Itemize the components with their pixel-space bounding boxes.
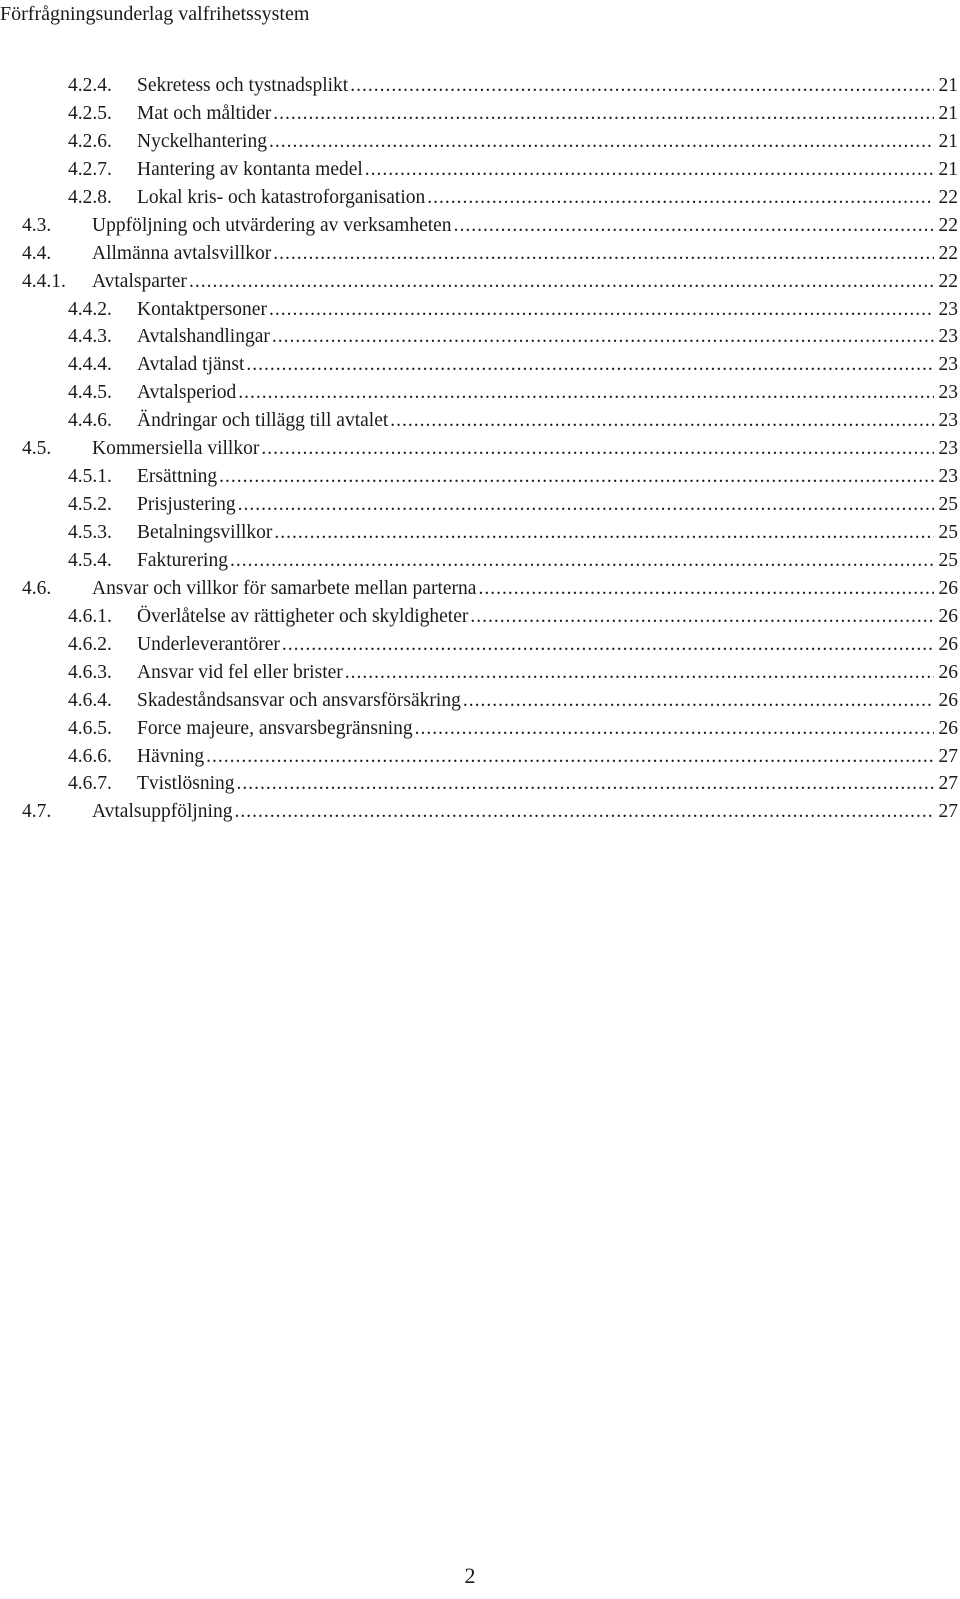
toc-dot-leader bbox=[189, 268, 934, 296]
toc-dot-leader bbox=[230, 547, 934, 575]
toc-entry-number: 4.3. bbox=[22, 214, 52, 236]
toc-entry-page: 23 bbox=[938, 382, 958, 404]
toc-entry[interactable] bbox=[22, 240, 958, 268]
toc-entry[interactable] bbox=[22, 715, 958, 743]
toc-entry-page: 23 bbox=[938, 466, 958, 488]
toc-entry[interactable] bbox=[22, 631, 958, 659]
toc-entry-number: 4.7. bbox=[22, 801, 52, 823]
toc-entry[interactable] bbox=[22, 184, 958, 212]
toc-entry-page: 23 bbox=[938, 438, 958, 460]
toc-entry[interactable] bbox=[22, 212, 958, 240]
toc-entry-number: 4.4.6. bbox=[68, 410, 112, 432]
toc-dot-leader bbox=[219, 463, 934, 491]
toc-entry[interactable] bbox=[22, 351, 958, 379]
toc-dot-leader bbox=[272, 323, 934, 351]
toc-dot-leader bbox=[274, 519, 934, 547]
toc-entry-page: 21 bbox=[938, 130, 958, 152]
toc-dot-leader bbox=[246, 351, 934, 379]
toc-dot-leader bbox=[350, 72, 934, 100]
toc-dot-leader bbox=[237, 770, 934, 798]
toc-entry[interactable] bbox=[22, 379, 958, 407]
toc-entry-title: Betalningsvillkor bbox=[137, 522, 273, 543]
toc-dot-leader bbox=[238, 379, 934, 407]
toc-entry-title: Uppföljning och utvärdering av verksamheten bbox=[92, 214, 452, 236]
toc-entry[interactable] bbox=[22, 128, 958, 156]
toc-dot-leader bbox=[390, 407, 934, 435]
toc-entry-number: 4.6.6. bbox=[68, 745, 112, 767]
toc-entry-page: 23 bbox=[938, 354, 958, 376]
toc-entry-title: Ansvar vid fel eller brister bbox=[137, 661, 343, 683]
toc-entry-number: 4.4.3. bbox=[68, 326, 112, 348]
toc-entry-title: Kontaktpersoner bbox=[137, 298, 267, 320]
toc-entry-number: 4.4.4. bbox=[68, 354, 112, 376]
toc-entry-title: Överlåtelse av rättigheter och skyldigheter bbox=[137, 605, 469, 627]
toc-entry-number: 4.6.3. bbox=[68, 661, 112, 683]
toc-entry[interactable] bbox=[22, 435, 958, 463]
toc-entry-title: Force majeure, ansvarsbegränsning bbox=[137, 717, 413, 739]
toc-entry-number: 4.5.3. bbox=[68, 522, 112, 543]
toc-entry-number: 4.2.7. bbox=[68, 158, 112, 180]
toc-entry-title: Ansvar och villkor för samarbete mellan parterna bbox=[92, 577, 477, 599]
toc-dot-leader bbox=[463, 687, 934, 715]
toc-entry-title: Lokal kris- och katastroforganisation bbox=[137, 186, 426, 208]
toc-entry-page: 27 bbox=[938, 773, 958, 795]
toc-entry[interactable] bbox=[22, 268, 958, 296]
toc-entry[interactable] bbox=[22, 296, 958, 324]
toc-entry[interactable] bbox=[22, 323, 958, 351]
toc-entry-number: 4.5.4. bbox=[68, 549, 112, 571]
toc-entry-number: 4.2.5. bbox=[68, 102, 112, 124]
toc-entry-number: 4.4.1. bbox=[22, 270, 66, 292]
page-number: 2 bbox=[464, 1563, 476, 1588]
toc-dot-leader bbox=[427, 184, 934, 212]
toc-entry[interactable] bbox=[22, 491, 958, 519]
toc-entry-title: Skadeståndsansvar och ansvarsförsäkring bbox=[137, 689, 461, 711]
toc-entry-page: 26 bbox=[938, 633, 958, 655]
toc-entry[interactable] bbox=[22, 407, 958, 435]
toc-entry-title: Nyckelhantering bbox=[137, 130, 267, 152]
toc-entry-page: 21 bbox=[938, 158, 958, 180]
running-header: Förfrågningsunderlag valfrihetssystem bbox=[0, 3, 310, 25]
toc-dot-leader bbox=[365, 156, 934, 184]
toc-entry[interactable] bbox=[22, 547, 958, 575]
toc-entry-number: 4.5. bbox=[22, 438, 52, 460]
toc-entry-title: Tvistlösning bbox=[137, 773, 235, 795]
toc-entry-number: 4.4. bbox=[22, 242, 52, 264]
toc-entry[interactable] bbox=[22, 603, 958, 631]
toc-dot-leader bbox=[273, 240, 934, 268]
toc-entry-title: Kommersiella villkor bbox=[92, 438, 260, 460]
table-of-contents bbox=[22, 72, 958, 826]
toc-entry-number: 4.5.1. bbox=[68, 466, 112, 488]
toc-entry[interactable] bbox=[22, 156, 958, 184]
toc-entry-page: 27 bbox=[938, 745, 958, 767]
toc-entry[interactable] bbox=[22, 72, 958, 100]
toc-entry-page: 27 bbox=[938, 801, 958, 823]
toc-dot-leader bbox=[454, 212, 934, 240]
toc-entry-page: 22 bbox=[938, 242, 958, 264]
toc-dot-leader bbox=[273, 100, 934, 128]
toc-entry-title: Hantering av kontanta medel bbox=[137, 158, 363, 180]
toc-entry-number: 4.4.5. bbox=[68, 382, 112, 404]
toc-entry-title: Mat och måltider bbox=[137, 102, 272, 124]
toc-entry[interactable] bbox=[22, 519, 958, 547]
toc-entry[interactable] bbox=[22, 463, 958, 491]
toc-dot-leader bbox=[282, 631, 934, 659]
toc-entry-page: 22 bbox=[938, 214, 958, 236]
toc-dot-leader bbox=[261, 435, 934, 463]
toc-entry-title: Avtalsuppföljning bbox=[92, 801, 233, 823]
toc-entry-page: 22 bbox=[938, 186, 958, 208]
toc-entry-page: 21 bbox=[938, 75, 958, 96]
toc-dot-leader bbox=[238, 491, 934, 519]
toc-entry-number: 4.6.5. bbox=[68, 717, 112, 739]
toc-entry-number: 4.6.2. bbox=[68, 633, 112, 655]
toc-entry[interactable] bbox=[22, 100, 958, 128]
toc-entry-page: 22 bbox=[938, 270, 958, 292]
toc-entry-number: 4.6. bbox=[22, 577, 52, 599]
toc-entry-number: 4.2.8. bbox=[68, 186, 112, 208]
toc-dot-leader bbox=[206, 743, 934, 771]
toc-entry-title: Hävning bbox=[137, 745, 205, 767]
toc-dot-leader bbox=[234, 798, 934, 826]
toc-dot-leader bbox=[269, 296, 934, 324]
toc-entry-number: 4.4.2. bbox=[68, 298, 112, 320]
toc-dot-leader bbox=[345, 659, 934, 687]
toc-dot-leader bbox=[478, 575, 934, 603]
toc-entry-number: 4.2.4. bbox=[68, 75, 112, 96]
toc-entry-page: 25 bbox=[938, 549, 958, 571]
toc-entry-page: 21 bbox=[938, 102, 958, 124]
toc-entry-title: Fakturering bbox=[137, 549, 228, 571]
toc-entry[interactable] bbox=[22, 770, 958, 798]
toc-entry-title: Ersättning bbox=[137, 466, 218, 488]
toc-dot-leader bbox=[269, 128, 934, 156]
toc-entry-page: 25 bbox=[938, 522, 958, 543]
toc-entry-page: 26 bbox=[938, 717, 958, 739]
toc-entry-title: Sekretess och tystnadsplikt bbox=[137, 75, 349, 96]
toc-entry[interactable] bbox=[22, 575, 958, 603]
toc-entry-page: 23 bbox=[938, 326, 958, 348]
toc-entry-number: 4.6.1. bbox=[68, 605, 112, 627]
toc-entry-title: Avtalad tjänst bbox=[137, 354, 245, 376]
toc-entry-page: 26 bbox=[938, 661, 958, 683]
toc-entry[interactable] bbox=[22, 687, 958, 715]
toc-entry-title: Allmänna avtalsvillkor bbox=[92, 242, 272, 264]
toc-entry-number: 4.5.2. bbox=[68, 494, 112, 516]
toc-entry-title: Avtalsperiod bbox=[137, 382, 237, 404]
toc-entry[interactable] bbox=[22, 798, 958, 826]
toc-entry[interactable] bbox=[22, 743, 958, 771]
toc-entry-number: 4.2.6. bbox=[68, 130, 112, 152]
toc-entry-number: 4.6.7. bbox=[68, 773, 112, 795]
toc-entry-title: Underleverantörer bbox=[137, 633, 280, 655]
toc-entry-number: 4.6.4. bbox=[68, 689, 112, 711]
toc-entry-page: 23 bbox=[938, 410, 958, 432]
toc-entry-title: Avtalshandlingar bbox=[137, 326, 270, 348]
toc-entry-page: 26 bbox=[938, 605, 958, 627]
toc-entry-page: 26 bbox=[938, 577, 958, 599]
toc-entry-page: 26 bbox=[938, 689, 958, 711]
toc-entry-page: 25 bbox=[938, 494, 958, 516]
toc-entry-title: Avtalsparter bbox=[92, 270, 187, 292]
toc-entry-page: 23 bbox=[938, 298, 958, 320]
toc-entry-title: Prisjustering bbox=[137, 494, 236, 516]
toc-dot-leader bbox=[470, 603, 934, 631]
toc-entry-title: Ändringar och tillägg till avtalet bbox=[137, 410, 389, 432]
toc-dot-leader bbox=[415, 715, 934, 743]
toc-entry[interactable] bbox=[22, 659, 958, 687]
